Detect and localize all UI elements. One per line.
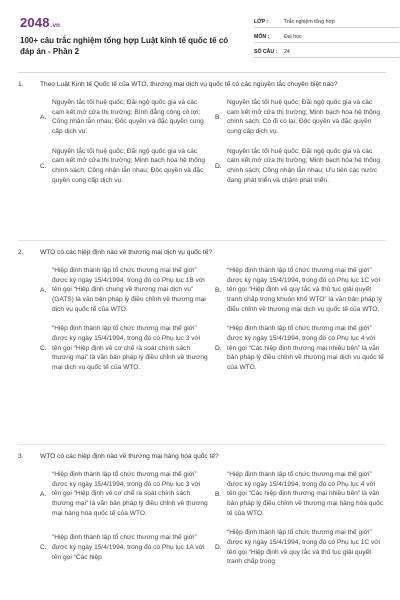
- option-grid: [40, 264, 386, 381]
- option-text: “Hiệp định thành lập tổ chức thương mại thế giới” được ký ngày 15/4/1994, trong đó có Phụ lục 1A với tên gọi “Các hiệp: [52, 534, 205, 561]
- option-text: “Hiệp định thành lập tổ chức thương mại thế giới” được ký ngày 15/4/1994, trong đó có Phụ lục 4 với tên gọi “Các hiệp định thương mại nhiều bên” là văn bản pháp lý điều chỉnh về thương mại hàng hóa quốc tế của WTO.: [227, 470, 384, 517]
- option-text: Nguyên tắc tối huệ quốc; Đãi ngộ quốc gia và các cam kết mở cửa thị trường; Minh bạch hóa hệ thống chính sách; Có đi có lại; Độc quyền và đặc quyền cung cấp dịch vụ.: [227, 98, 381, 135]
- site-logo[interactable]: [20, 15, 60, 30]
- option-c[interactable]: [40, 145, 213, 194]
- option-b[interactable]: [215, 264, 388, 323]
- option-d[interactable]: [215, 322, 388, 381]
- option-letter: A.: [40, 286, 47, 294]
- option-grid: [40, 96, 386, 194]
- question-divider: [18, 444, 386, 445]
- option-a[interactable]: [40, 96, 213, 145]
- question-text: WTO có các hiệp định nào về thương mại dịch vụ quốc tế?: [40, 249, 213, 256]
- option-letter: A.: [40, 113, 47, 121]
- meta-value: Đại học: [284, 34, 302, 40]
- option-b[interactable]: [215, 96, 388, 145]
- option-letter: B.: [215, 286, 222, 294]
- question-2: [18, 248, 386, 381]
- option-letter: B.: [215, 490, 222, 498]
- option-a[interactable]: [40, 264, 213, 323]
- meta-row-count: [254, 43, 399, 58]
- question-divider: [18, 240, 386, 241]
- option-a[interactable]: [40, 468, 213, 527]
- question-number: 3.: [18, 453, 24, 460]
- option-text: “Hiệp định thành lập tổ chức thương mại thế giới” được ký ngày 15/4/1994, trong đó có Phụ lục 3 với tên gọi “Hiệp định về cơ chế rà soát chính sách thương mại” là văn bản pháp lý điều chỉnh về thương mại hàng hóa quốc tế của WTO.: [52, 470, 208, 517]
- option-text: Nguyên tắc tối huệ quốc; Đãi ngộ quốc gia và các cam kết mở cửa thị trường; Minh bạch hóa hệ thống chính sách; Công nhận lẫn nhau; Ưu tiên các nước đang phát triển và chậm phát triển.: [227, 147, 381, 184]
- option-c[interactable]: [40, 526, 213, 575]
- meta-label: SỐ CÂU :: [254, 49, 278, 55]
- meta-label: MÔN :: [254, 34, 270, 40]
- option-letter: C.: [40, 544, 47, 552]
- question-1: [18, 80, 386, 193]
- meta-row-subject: [254, 28, 399, 43]
- option-b[interactable]: [215, 468, 388, 527]
- option-text: Nguyên tắc tối huệ quốc; Đãi ngộ quốc gia và các cam kết mở cửa thị trường; Minh bạch hóa hệ thống chính sách; Công nhận lẫn nhau; Độc quyền và đặc quyền cung cấp dịch vụ.: [52, 147, 206, 184]
- logo-tld: .vn: [50, 23, 61, 29]
- question-3: [18, 452, 386, 575]
- document-header: [18, 10, 386, 62]
- meta-value: Trắc nghiệm tổng hợp: [284, 19, 335, 25]
- logo-main: 2048: [20, 15, 50, 30]
- meta-info: [254, 13, 399, 58]
- header-divider: [18, 72, 386, 73]
- question-text: WTO có các hiệp định nào về thương mại hàng hóa quốc tế?: [40, 453, 219, 460]
- option-text: “Hiệp định thành lập tổ chức thương mại thế giới” được ký ngày 15/4/1994, trong đó có Phụ lục 4 với tên gọi “Các hiệp định thương mại nhiều bên” là văn bản pháp lý điều chỉnh về thương mại dịch vụ quốc tế của WTO.: [227, 325, 384, 372]
- question-number: 1.: [18, 81, 24, 88]
- meta-value: 24: [284, 49, 290, 55]
- option-c[interactable]: [40, 322, 213, 381]
- option-letter: A.: [40, 490, 47, 498]
- option-grid: [40, 468, 386, 575]
- option-d[interactable]: [215, 526, 388, 575]
- option-letter: D.: [215, 345, 222, 353]
- option-text: Nguyên tắc tối huệ quốc; Đãi ngộ quốc gia và các cam kết mở cửa thị trường; Bình đẳng công có lợi; Công nhận lẫn nhau; Đôc quyền và đặc quyền cung cấp dịch vụ.: [52, 98, 204, 135]
- option-letter: C.: [40, 162, 47, 170]
- page-title: 100+ câu trắc nghiệm tổng hợp Luật kinh tế quốc tế có đáp án - Phần 2: [20, 36, 229, 56]
- option-text: “Hiệp định thành lập tổ chức thương mại thế giới” được ký ngày 15/4/1994, trong đó có Phụ lục 1B với tên gọi “Hiệp định chung về thương mại dịch vụ” (GATS) là văn bản pháp lý điều chỉnh về thương mại dịch vụ quốc tế của WTO.: [52, 266, 206, 313]
- option-letter: B.: [215, 113, 222, 121]
- option-text: “Hiệp định thành lập tổ chức thương mại thế giới” được ký ngày 15/4/1994, trong đó có Phụ lục 3 với tên gọi “Hiệp định về cơ chế rà soát chính sách thương mại” là văn bản pháp lý điều chỉnh về thương mại dịch vụ quốc tế của WTO.: [52, 325, 208, 372]
- question-number: 2.: [18, 249, 24, 256]
- meta-row-class: [254, 13, 399, 28]
- option-d[interactable]: [215, 145, 388, 194]
- option-letter: D.: [215, 162, 222, 170]
- option-text: “Hiệp định thành lập tổ chức thương mại thế giới” được ký ngày 15/4/1994, trong đó có Phụ lục 1C với tên gọi “Hiệp định về quy tắc và thủ tục giải quyết tranh chấp trong khuôn khổ WTO” là văn bản pháp lý điều chỉnh về thương mại dịch vụ quốc tế của WTO.: [227, 266, 382, 313]
- option-letter: D.: [215, 544, 222, 552]
- meta-label: LỚP :: [254, 19, 269, 25]
- option-text: “Hiệp định thành lập tổ chức thương mại thế giới” được ký ngày 15/4/1994, trong đó có Phụ lục 1C với tên gọi “Hiệp định về quy tắc và thủ tục giải quyết tranh chấp trong: [227, 529, 381, 566]
- option-letter: C.: [40, 345, 47, 353]
- question-text: Theo Luật Kinh tế Quốc tế của WTO, thương mại dịch vụ quốc tế có các nguyên tắc chuyên biệt nào?: [40, 81, 338, 88]
